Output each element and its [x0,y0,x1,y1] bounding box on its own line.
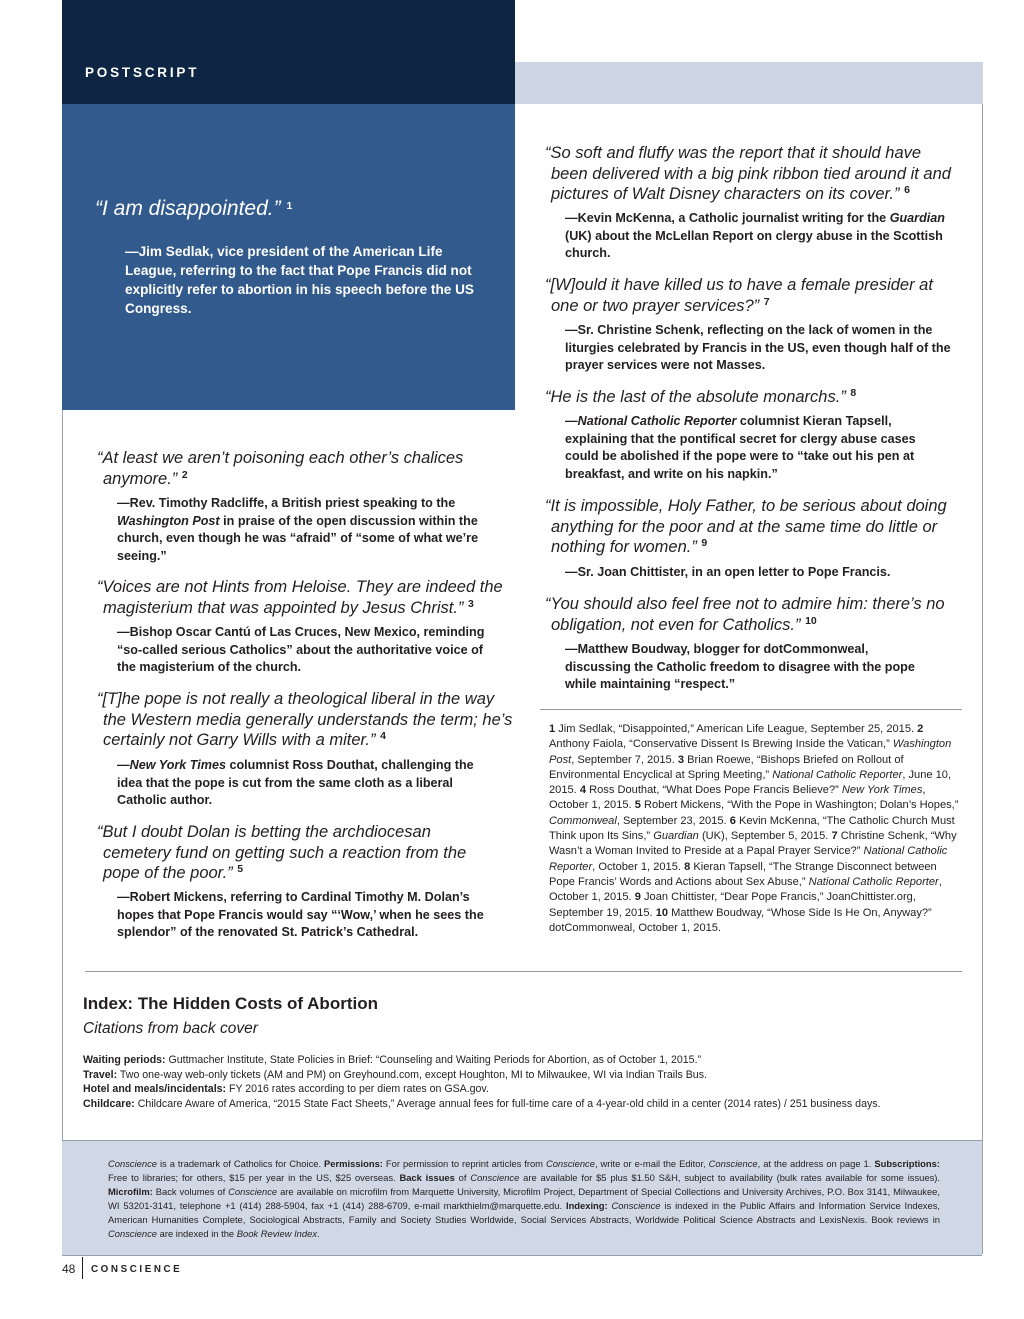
quote-10: “You should also feel free not to admire him: there’s no obligation, not even for Catholics.” $^{10}$ [545,595,945,634]
endnote-number: 6 [729,814,736,827]
footnote-ref: 4 [380,730,386,742]
endnote-number: 8 [684,860,691,873]
endnote: 7 Christine Schenk, “Why Wasn’t a Woman Invited to Preside at a Papal Prayer Service?” National Catholic Reporter, October 1, 2015. [549,830,957,873]
endnote-number: 10 [655,906,669,919]
page-frame-right [982,104,983,1254]
footnote-ref: 6 [904,184,910,196]
quote-9: “It is impossible, Holy Father, to be serious about doing anything for the poor and at the same time do little or nothing for women.” $^9$ [545,497,947,556]
featured-attribution: —Jim Sedlak, vice president of the American Life League, referring to the fact that Pope Francis did not explicitly refer to abortion in his speech before the US Congress. [125,244,474,316]
endnote: 3 Brian Roewe, “Bishops Briefed on Rollout of Environmental Encyclical at Spring Meeting,” National Catholic Reporter, June 10, 2015. [549,753,952,797]
attribution-4: —New York Times columnist Ross Douthat, challenging the idea that the pope is cut from the same cloth as a liberal Catholic author. [117,758,474,808]
footnote-ref: 3 [468,597,474,610]
endnote: 1 Jim Sedlak, “Disappointed,” American Life League, September 25, 2015. [549,723,915,735]
attribution-2: —Rev. Timothy Radcliffe, a British priest speaking to the Washington Post in praise of the open discussion within the church, even though he was “afraid” of “some of what we’re seeing.” [117,496,479,563]
attribution-10: —Matthew Boudway, blogger for dotCommonweal, discussing the Catholic freedom to disagree with the pope while maintaining “respect.” [565,642,915,692]
endnote: 9 Joan Chittister, “Dear Pope Francis,” JoanChittister.org, September 19, 2015. [549,891,916,919]
index-item-childcare: Childcare: Childcare Aware of America, “2015 State Fact Sheets,” Average annual fees for full-time care of a 4-year-old child in a center (2014 rates) / 251 business days. [83,1097,881,1110]
magazine-name: CONSCIENCE [91,1264,183,1275]
section-label: POSTSCRIPT [85,65,200,80]
endnotes [549,722,962,936]
publication-info-text: Conscience is a trademark of Catholics for Choice. Permissions: For permission to reprint articles from Conscience, write or e-mail the Editor, Conscience, at the address on page 1. Subscriptions: Free to libraries; for others, $15 per year in the US, $25 overseas. Back issues of Conscience are available for $5 plus $1.50 S&H, subject to availability (bulk rates available for some issues). Microfilm: Back volumes of Conscience are available on microfilm from Marquette University, Microfilm Project, Department of Special Collections and University Archives, P.O. Box 3141, Milwaukee, WI 53201-3141, telephone +1 (414) 288-5904, fax +1 (414) 288-6709, e-mail markthielm@marquette.edu. Indexing: Conscience is indexed in the Public Affairs and Information Service Indexes, American Humanities Complete, Sociological Abstracts, Family and Society Studies Worldwide, Social Services Abstracts, Worldwide Political Science Abstracts and LexisNexis. Book reviews in Conscience are indexed in the Book Review Index. [108,1158,941,1240]
endnote-number: 7 [831,830,838,843]
endnote: 2 Anthony Faiola, “Conservative Dissent Is Brewing Inside the Vatican,” Washington Post, September 7, 2015. [549,723,952,766]
index-title: Index: The Hidden Costs of Abortion [83,994,378,1013]
footnote-ref: 9 [701,537,708,549]
quote-7: “[W]ould it have killed us to have a female presider at one or two prayer services?” $^7$ [545,276,933,315]
index-divider [85,971,962,972]
quote-3: “Voices are not Hints from Heloise. They are indeed the magisterium that was appointed by Jesus Christ.” $^3$ [97,578,503,617]
index-subtitle: Citations from back cover [83,1020,258,1037]
header-dark-band [62,0,515,104]
footnote-ref: 7 [763,295,770,308]
endnote: 6 Kevin McKenna, “The Catholic Church Must Think upon Its Sins,” Guardian (UK), September 5, 2015. [549,814,955,843]
footnote-ref: 1 [286,200,293,212]
endnote-number: 9 [634,891,641,904]
endnote-number: 2 [917,723,924,735]
footnote-ref: 10 [805,614,817,627]
quote-2: “At least we aren’t poisoning each other’s chalices anymore.” $^2$ [97,449,464,488]
endnote: 8 Kieran Tapsell, “The Strange Disconnect between Pope Francis’ Words and Actions about Sex Abuse,” National Catholic Reporter, October 1, 2015. [549,860,942,904]
attribution-3: —Bishop Oscar Cantú of Las Cruces, New Mexico, reminding “so-called serious Catholics” about the authoritative voice of the magisterium of the church. [117,625,485,675]
footnote-ref: 8 [850,387,857,399]
index-item-waiting-periods: Waiting periods: Guttmacher Institute, State Policies in Brief: “Counseling and Waiting Periods for Abortion, as of October 1, 2015.” [83,1054,702,1066]
endnote-number: 5 [634,799,641,812]
endnote: 4 Ross Douthat, “What Does Pope Francis Believe?” New York Times, October 1, 2015. [549,784,926,812]
footer-separator [82,1257,83,1279]
endnote-number: 1 [549,723,556,735]
attribution-6: —Kevin McKenna, a Catholic journalist writing for the Guardian (UK) about the McLellan Report on clergy abuse in the Scottish church. [565,211,945,261]
quote-4: “[T]he pope is not really a theological liberal in the way the Western media generally understands the term; he’s certainly not Garry Wills with a miter.” $^4$ [97,690,513,749]
attribution-5: —Robert Mickens, referring to Cardinal Timothy M. Dolan’s hopes that Pope Francis would say “‘Wow,’ when he sees the splendor” of the renovated St. Patrick’s Cathedral. [117,890,484,940]
quote-5: “But I doubt Dolan is betting the archdiocesan cemetery fund on getting such a reaction from the pope of the poor.” $^5$ [97,823,467,882]
quote-6: “So soft and fluffy was the report that it should have been delivered with a big pink ribbon tied around it and pictures of Walt Disney characters on its cover.” $^6$ [545,144,951,203]
endnote: 5 Robert Mickens, “With the Pope in Washington; Dolan’s Hopes,” Commonweal, September 23, 2015. [549,799,959,827]
endnote-number: 4 [579,784,587,797]
index-citations [83,1053,963,1111]
attribution-9: —Sr. Joan Chittister, in an open letter to Pope Francis. [565,565,891,579]
index-item-hotel: Hotel and meals/incidentals: FY 2016 rates according to per diem rates on GSA.gov. [83,1083,489,1096]
page-number: 48 [62,1262,76,1276]
index-item-travel: Travel: Two one-way web-only tickets (AM and PM) on Greyhound.com, except Houghton, MI to Milwaukee, WI via Indian Trails Bus. [83,1068,707,1081]
header-light-band [515,62,983,104]
attribution-8: —National Catholic Reporter columnist Kieran Tapsell, explaining that the pontifical secret for clergy abuse cases could be abolished if the pope were to “take out his pen at breakfast, and write on his napkin.” [565,414,916,481]
footnote-ref: 2 [181,468,188,481]
endnotes-divider [540,709,962,710]
footnote-ref: 5 [237,863,244,875]
featured-quote: “I am disappointed.” $^1$ [95,197,293,220]
quote-8: “He is the last of the absolute monarchs.” $^8$ [545,387,857,406]
attribution-7: —Sr. Christine Schenk, reflecting on the lack of women in the liturgies celebrated by Francis in the US, even though half of the prayer services were not Masses. [565,323,951,373]
endnote-number: 3 [677,753,685,766]
endnote: 10 Matthew Boudway, “Whose Side Is He On, Anyway?” dotCommonweal, October 1, 2015. [549,906,932,934]
